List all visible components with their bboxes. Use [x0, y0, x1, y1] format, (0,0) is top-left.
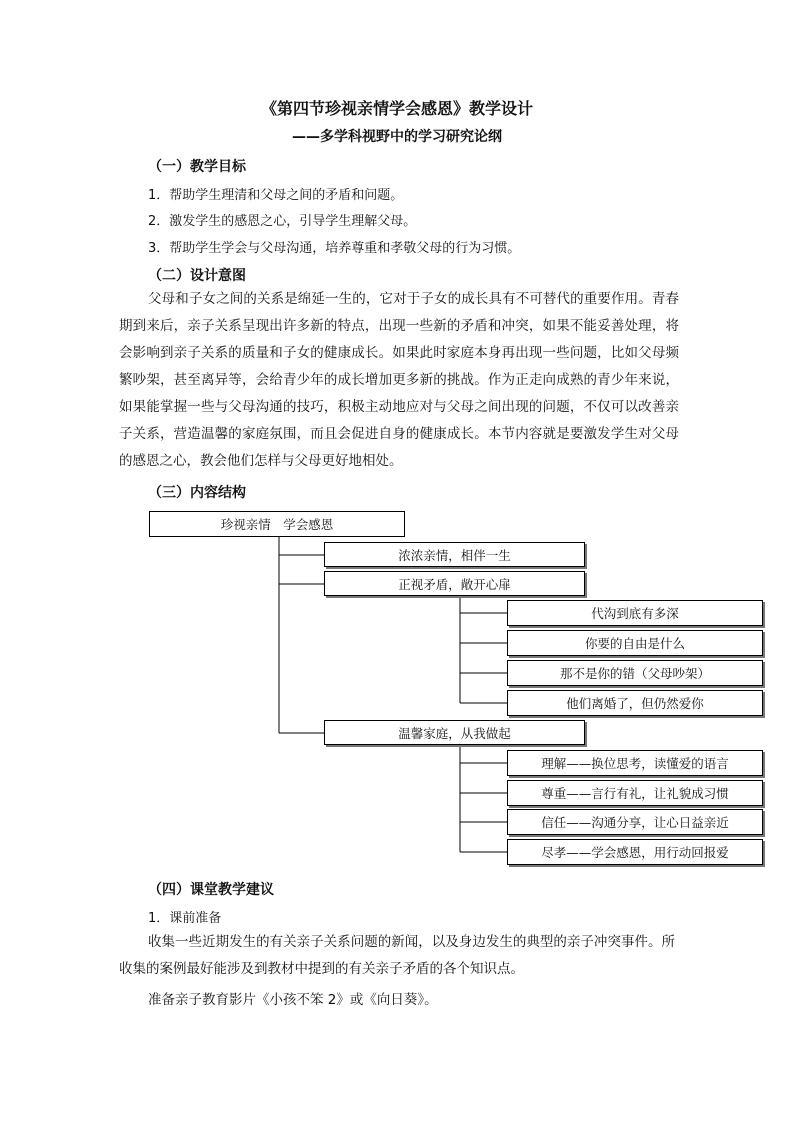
- branch3-box-4: 尽孝——学会感恩，用行动回报爱: [507, 839, 763, 865]
- branch2-box-3: 那不是你的错（父母吵架）: [507, 660, 763, 686]
- branch2-box-2: 你要的自由是什么: [507, 630, 763, 656]
- goal-item-1: 1．帮助学生理清和父母之间的矛盾和问题。: [148, 188, 404, 203]
- level1-box-3: 温馨家庭，从我做起: [324, 720, 585, 745]
- doc-title: 《第四节珍视亲情学会感恩》教学设计: [260, 99, 533, 118]
- design-paragraph: 父母和子女之间的关系是绵延一生的，它对于子女的成长具有不可替代的重要作用。青春期到来后，亲子关系呈现出许多新的特点，出现一些新的矛盾和冲突，如果不能妥善处理，将会影响到亲子关系的质量和子女的健康成长。如果此时家庭本身再出现一些问题，比如父母频繁吵架，甚至离异等，会给青少年的成长增加更多新的挑战。作为正走向成熟的青少年来说，如果能掌握一些与父母沟通的技巧，积极主动地应对与父母之间出现的问题，不仅可以改善亲子关系，营造温馨的家庭氛围，而且会促进自身的健康成长。本节内容就是要激发学生对父母的感恩之心，教会他们怎样与父母更好地相处。: [119, 291, 679, 469]
- branch3-box-3: 信任——沟通分享，让心日益亲近: [507, 809, 763, 835]
- branch2-box-4: 他们离婚了，但仍然爱你: [507, 690, 763, 716]
- level1-box-1: 浓浓亲情，相伴一生: [324, 542, 585, 567]
- doc-subtitle: ——多学科视野中的学习研究论纲: [292, 129, 502, 145]
- section1-heading: （一）教学目标: [148, 159, 246, 175]
- section3-heading: （三）内容结构: [148, 485, 246, 501]
- goal-item-3: 3．帮助学生学会与父母沟通，培养尊重和孝敬父母的行为习惯。: [148, 241, 521, 256]
- prep-paragraph: 收集一些近期发生的有关亲子关系问题的新闻，以及身边发生的典型的亲子冲突事件。所收集的案例最好能涉及到教材中提到的有关亲子矛盾的各个知识点。: [119, 934, 675, 977]
- section2-heading: （二）设计意图: [148, 268, 246, 284]
- goal-item-2: 2．激发学生的感恩之心，引导学生理解父母。: [148, 214, 417, 229]
- section4-heading: （四）课堂教学建议: [148, 882, 274, 898]
- prep-item: 1．课前准备: [148, 911, 222, 926]
- prep-film-line: 准备亲子教育影片《小孩不笨 2》或《向日葵》。: [148, 992, 438, 1008]
- structure-root-box: 珍视亲情 学会感恩: [149, 511, 405, 537]
- level1-box-2: 正视矛盾，敞开心扉: [324, 571, 585, 596]
- branch3-box-2: 尊重——言行有礼，让礼貌成习惯: [507, 780, 763, 806]
- branch2-box-1: 代沟到底有多深: [507, 600, 763, 626]
- branch3-box-1: 理解——换位思考，读懂爱的语言: [507, 750, 763, 776]
